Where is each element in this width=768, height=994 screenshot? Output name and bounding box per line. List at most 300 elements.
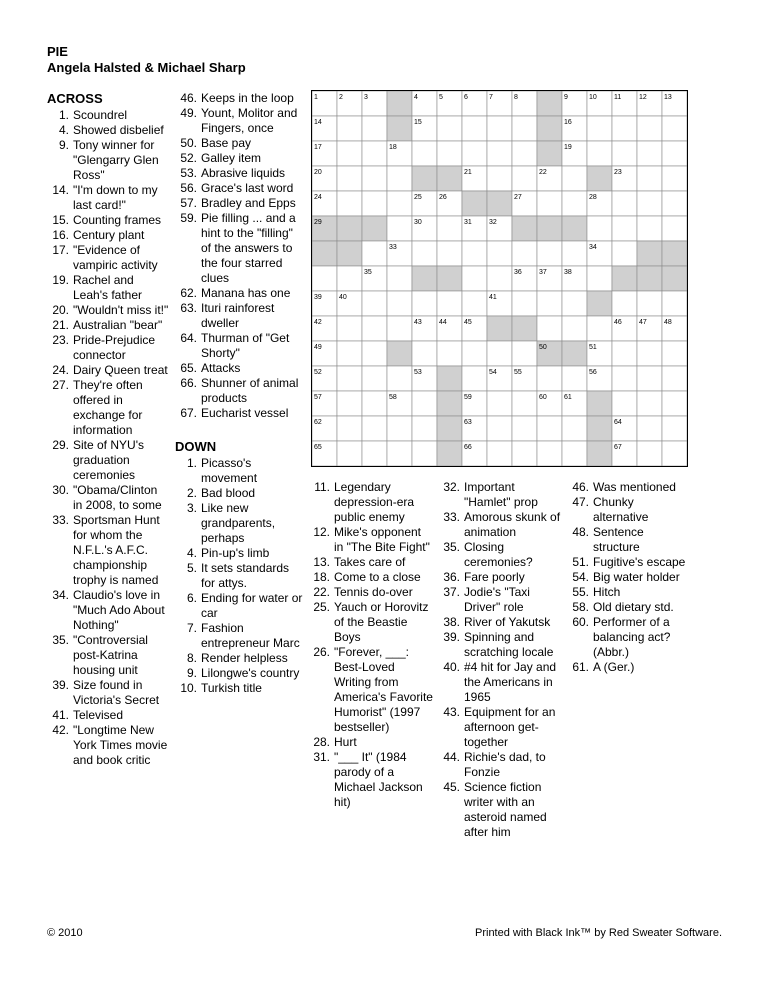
- cell-number: 43: [414, 319, 422, 326]
- grid-cell[interactable]: [362, 366, 387, 391]
- grid-block: [487, 191, 512, 216]
- clue-item: [564, 525, 692, 555]
- grid-cell[interactable]: [387, 441, 412, 466]
- grid-cell[interactable]: [362, 391, 387, 416]
- clue-text: Takes care of: [334, 555, 406, 569]
- grid-cell[interactable]: [362, 116, 387, 141]
- grid-cell[interactable]: [562, 416, 587, 441]
- grid-block: [412, 266, 437, 291]
- clue-number: 43.: [443, 705, 460, 719]
- clue-number: 51.: [572, 555, 589, 569]
- grid-cell[interactable]: [437, 116, 462, 141]
- clue-number: 18.: [313, 570, 330, 584]
- grid-cell[interactable]: [587, 141, 612, 166]
- cell-number: 14: [314, 119, 322, 126]
- grid-cell[interactable]: [387, 291, 412, 316]
- grid-cell[interactable]: [437, 141, 462, 166]
- clue-number: 41.: [52, 708, 69, 722]
- grid-cell[interactable]: [462, 241, 487, 266]
- clue-item: [175, 196, 305, 211]
- clue-text: Televised: [73, 708, 124, 722]
- grid-block: [437, 416, 462, 441]
- grid-cell[interactable]: [487, 266, 512, 291]
- grid-block: [437, 441, 462, 466]
- clue-number: 54.: [572, 570, 589, 584]
- clue-item: [47, 213, 169, 228]
- grid-cell[interactable]: [637, 416, 662, 441]
- cell-number: 45: [464, 319, 472, 326]
- clue-item: [47, 228, 169, 243]
- cell-number: 53: [414, 369, 422, 376]
- clue-text: Galley item: [201, 151, 262, 165]
- grid-cell[interactable]: [337, 441, 362, 466]
- clue-text: Base pay: [201, 136, 252, 150]
- grid-block: [387, 91, 412, 116]
- clue-text: Performer of a balancing act? (Abbr.): [593, 615, 671, 659]
- clue-text: Pie filling ... and a hint to the "filling" of the answers to the four starred clues: [201, 211, 296, 285]
- grid-cell[interactable]: [662, 216, 687, 241]
- grid-cell[interactable]: [662, 166, 687, 191]
- clue-item: [564, 660, 692, 675]
- clue-text: Closing ceremonies?: [464, 540, 533, 569]
- clue-list: [564, 480, 692, 675]
- cell-number: 60: [539, 394, 547, 401]
- clue-number: 20.: [52, 303, 69, 317]
- cell-number: 67: [614, 444, 622, 451]
- clue-number: 16.: [52, 228, 69, 242]
- grid-cell[interactable]: [637, 191, 662, 216]
- grid-cell[interactable]: [512, 116, 537, 141]
- grid-cell[interactable]: [337, 266, 362, 291]
- puzzle-title: PIE: [47, 44, 68, 59]
- clue-text: Showed disbelief: [73, 123, 164, 137]
- clue-text: Bad blood: [201, 486, 256, 500]
- clue-item: [435, 780, 563, 840]
- cell-number: 38: [564, 269, 572, 276]
- clue-item: [305, 525, 433, 555]
- cell-number: 64: [614, 419, 622, 426]
- clue-number: 55.: [572, 585, 589, 599]
- clue-text: Ending for water or car: [201, 591, 303, 620]
- clue-number: 44.: [443, 750, 460, 764]
- clue-item: [564, 480, 692, 495]
- grid-cell[interactable]: [362, 416, 387, 441]
- grid-cell[interactable]: [412, 141, 437, 166]
- clue-number: 4.: [58, 123, 69, 137]
- grid-cell[interactable]: [612, 191, 637, 216]
- grid-cell[interactable]: [337, 366, 362, 391]
- grid-cell[interactable]: [612, 341, 637, 366]
- clue-text: "Wouldn't miss it!": [73, 303, 169, 317]
- clue-text: River of Yakutsk: [464, 615, 551, 629]
- grid-cell[interactable]: [662, 391, 687, 416]
- grid-cell[interactable]: [387, 266, 412, 291]
- grid-cell[interactable]: [537, 241, 562, 266]
- cell-number: 65: [314, 444, 322, 451]
- grid-cell[interactable]: [337, 316, 362, 341]
- cell-number: 31: [464, 219, 472, 226]
- clue-text: A (Ger.): [593, 660, 635, 674]
- clue-text: Attacks: [201, 361, 241, 375]
- grid-cell[interactable]: [637, 141, 662, 166]
- clue-text: Australian "bear": [73, 318, 163, 332]
- clue-item: [175, 376, 305, 406]
- printed-with: Printed with Black Ink™ by Red Sweater Software.: [475, 927, 722, 939]
- grid-cell[interactable]: [487, 141, 512, 166]
- grid-cell[interactable]: [462, 141, 487, 166]
- grid-cell[interactable]: [512, 291, 537, 316]
- clue-number: 47.: [572, 495, 589, 509]
- clue-text: Legendary depression-era public enemy: [334, 480, 415, 524]
- grid-cell[interactable]: [387, 216, 412, 241]
- cell-number: 30: [414, 219, 422, 226]
- grid-cell[interactable]: [637, 166, 662, 191]
- grid-cell[interactable]: [387, 316, 412, 341]
- grid-cell[interactable]: [462, 291, 487, 316]
- grid-cell[interactable]: [562, 191, 587, 216]
- cell-number: 57: [314, 394, 322, 401]
- cell-number: 49: [314, 344, 322, 351]
- clue-number: 36.: [443, 570, 460, 584]
- grid-block: [562, 216, 587, 241]
- grid-cell[interactable]: [637, 216, 662, 241]
- clue-number: 59.: [180, 211, 197, 225]
- grid-cell[interactable]: [512, 166, 537, 191]
- grid-cell[interactable]: [662, 441, 687, 466]
- grid-block: [587, 166, 612, 191]
- clue-list: [175, 456, 305, 696]
- clue-number: 33.: [443, 510, 460, 524]
- clue-text: Grace's last word: [201, 181, 294, 195]
- grid-cell[interactable]: [562, 366, 587, 391]
- grid-cell[interactable]: [362, 191, 387, 216]
- grid-cell[interactable]: [512, 141, 537, 166]
- cell-number: 51: [589, 344, 597, 351]
- clue-text: Big water holder: [593, 570, 680, 584]
- clue-list: [305, 480, 433, 810]
- grid-block: [337, 241, 362, 266]
- clue-item: [435, 480, 563, 510]
- clue-number: 40.: [443, 660, 460, 674]
- grid-cell[interactable]: [537, 191, 562, 216]
- grid-cell[interactable]: [662, 341, 687, 366]
- grid-cell[interactable]: [337, 116, 362, 141]
- grid-cell[interactable]: [612, 391, 637, 416]
- grid-cell[interactable]: [487, 416, 512, 441]
- clue-item: [175, 456, 305, 486]
- grid-block: [312, 241, 337, 266]
- grid-cell[interactable]: [437, 291, 462, 316]
- clue-number: 50.: [180, 136, 197, 150]
- grid-cell[interactable]: [637, 341, 662, 366]
- grid-cell[interactable]: [412, 391, 437, 416]
- grid-cell[interactable]: [612, 241, 637, 266]
- clue-item: [305, 555, 433, 570]
- grid-cell[interactable]: [462, 366, 487, 391]
- cell-number: 1: [314, 94, 318, 101]
- grid-cell[interactable]: [612, 116, 637, 141]
- clue-text: Manana has one: [201, 286, 291, 300]
- grid-cell[interactable]: [337, 416, 362, 441]
- grid-cell[interactable]: [537, 366, 562, 391]
- grid-cell[interactable]: [337, 391, 362, 416]
- grid-cell[interactable]: [437, 241, 462, 266]
- clue-text: Science fiction writer with an asteroid named after him: [464, 780, 547, 839]
- clue-text: "Evidence of vampiric activity: [73, 243, 158, 272]
- grid-cell[interactable]: [587, 316, 612, 341]
- grid-cell[interactable]: [562, 241, 587, 266]
- grid-cell[interactable]: [662, 191, 687, 216]
- clue-item: [305, 570, 433, 585]
- grid-cell[interactable]: [412, 416, 437, 441]
- clue-item: [47, 183, 169, 213]
- clue-text: Hurt: [334, 735, 357, 749]
- clue-number: 7.: [186, 621, 197, 635]
- copyright: © 2010: [47, 927, 83, 939]
- grid-cell[interactable]: [512, 441, 537, 466]
- clue-item: [175, 681, 305, 696]
- grid-cell[interactable]: [637, 441, 662, 466]
- clue-number: 46.: [572, 480, 589, 494]
- clue-number: 67.: [180, 406, 197, 420]
- grid-cell[interactable]: [612, 141, 637, 166]
- grid-cell[interactable]: [637, 116, 662, 141]
- clue-text: Tennis do-over: [334, 585, 413, 599]
- puzzle-header: [47, 44, 246, 76]
- grid-cell[interactable]: [412, 441, 437, 466]
- clue-number: 48.: [572, 525, 589, 539]
- cell-number: 11: [614, 94, 622, 101]
- clue-text: Spinning and scratching locale: [464, 630, 554, 659]
- grid-cell[interactable]: [537, 441, 562, 466]
- grid-cell[interactable]: [487, 166, 512, 191]
- grid-cell[interactable]: [362, 291, 387, 316]
- clue-number: 52.: [180, 151, 197, 165]
- grid-cell[interactable]: [537, 316, 562, 341]
- cell-number: 5: [439, 94, 443, 101]
- cell-number: 41: [489, 294, 497, 301]
- clue-number: 6.: [186, 591, 197, 605]
- clue-text: Fare poorly: [464, 570, 525, 584]
- clue-list: [47, 108, 169, 768]
- grid-cell[interactable]: [662, 141, 687, 166]
- cell-number: 54: [489, 369, 497, 376]
- grid-block: [462, 191, 487, 216]
- clue-item: [435, 585, 563, 615]
- grid-cell[interactable]: [662, 366, 687, 391]
- grid-cell[interactable]: [562, 291, 587, 316]
- cell-number: 34: [589, 244, 597, 251]
- grid-cell[interactable]: [612, 216, 637, 241]
- clue-item: [47, 513, 169, 588]
- cell-number: 18: [389, 144, 397, 151]
- clue-item: [305, 645, 433, 735]
- grid-cell[interactable]: [437, 216, 462, 241]
- clue-text: Sportsman Hunt for whom the N.F.L.'s A.F.C. championship trophy is named: [73, 513, 160, 587]
- grid-cell[interactable]: [487, 341, 512, 366]
- grid-cell[interactable]: [412, 291, 437, 316]
- grid-cell[interactable]: [612, 291, 637, 316]
- clue-number: 13.: [313, 555, 330, 569]
- cell-number: 61: [564, 394, 572, 401]
- grid-cell[interactable]: [337, 166, 362, 191]
- clue-item: [435, 630, 563, 660]
- grid-cell[interactable]: [487, 391, 512, 416]
- clue-text: Keeps in the loop: [201, 91, 294, 105]
- grid-cell[interactable]: [637, 391, 662, 416]
- clue-number: 19.: [52, 273, 69, 287]
- clue-list: [175, 91, 305, 421]
- clue-text: Sentence structure: [593, 525, 644, 554]
- clue-item: [175, 301, 305, 331]
- grid-cell[interactable]: [637, 366, 662, 391]
- grid-cell[interactable]: [512, 391, 537, 416]
- clue-number: 17.: [52, 243, 69, 257]
- clue-item: [47, 378, 169, 438]
- grid-block: [412, 166, 437, 191]
- cell-number: 32: [489, 219, 497, 226]
- clue-number: 33.: [52, 513, 69, 527]
- grid-cell[interactable]: [487, 241, 512, 266]
- cell-number: 12: [639, 94, 647, 101]
- clue-item: [47, 108, 169, 123]
- clue-item: [564, 585, 692, 600]
- clue-text: Pride-Prejudice connector: [73, 333, 156, 362]
- grid-cell[interactable]: [387, 166, 412, 191]
- grid-cell[interactable]: [562, 166, 587, 191]
- clue-number: 22.: [313, 585, 330, 599]
- clue-text: Old dietary std.: [593, 600, 674, 614]
- grid-cell[interactable]: [562, 441, 587, 466]
- clue-text: Thurman of "Get Shorty": [201, 331, 290, 360]
- grid-cell[interactable]: [662, 116, 687, 141]
- clue-item: [305, 735, 433, 750]
- grid-cell[interactable]: [412, 341, 437, 366]
- grid-cell[interactable]: [362, 241, 387, 266]
- clue-item: [47, 483, 169, 513]
- clue-number: 58.: [572, 600, 589, 614]
- grid-cell[interactable]: [512, 416, 537, 441]
- grid-block: [662, 266, 687, 291]
- clue-number: 9.: [58, 138, 69, 152]
- cell-number: 2: [339, 94, 343, 101]
- grid-block: [512, 316, 537, 341]
- grid-cell[interactable]: [587, 116, 612, 141]
- grid-cell[interactable]: [387, 191, 412, 216]
- grid-cell[interactable]: [437, 341, 462, 366]
- grid-block: [587, 391, 612, 416]
- clue-text: Fashion entrepreneur Marc: [201, 621, 300, 650]
- grid-cell[interactable]: [312, 266, 337, 291]
- clue-number: 10.: [180, 681, 197, 695]
- cell-number: 15: [414, 119, 422, 126]
- grid-cell[interactable]: [387, 416, 412, 441]
- cell-number: 35: [364, 269, 372, 276]
- clue-number: 1.: [58, 108, 69, 122]
- grid-cell[interactable]: [487, 116, 512, 141]
- cell-number: 17: [314, 144, 322, 151]
- grid-cell[interactable]: [637, 291, 662, 316]
- grid-cell[interactable]: [462, 116, 487, 141]
- grid-cell[interactable]: [662, 291, 687, 316]
- clue-item: [47, 333, 169, 363]
- clue-text: Was mentioned: [593, 480, 676, 494]
- clue-text: Lilongwe's country: [201, 666, 300, 680]
- clue-item: [47, 678, 169, 708]
- grid-cell[interactable]: [362, 441, 387, 466]
- clue-item: [305, 750, 433, 810]
- grid-cell[interactable]: [387, 366, 412, 391]
- clue-number: 24.: [52, 363, 69, 377]
- clue-number: 42.: [52, 723, 69, 737]
- grid-cell[interactable]: [562, 316, 587, 341]
- grid-cell[interactable]: [612, 366, 637, 391]
- cell-number: 58: [389, 394, 397, 401]
- grid-cell[interactable]: [662, 416, 687, 441]
- clue-number: 49.: [180, 106, 197, 120]
- grid-cell[interactable]: [412, 241, 437, 266]
- clue-number: 65.: [180, 361, 197, 375]
- grid-cell[interactable]: [462, 266, 487, 291]
- grid-cell[interactable]: [512, 241, 537, 266]
- grid-cell[interactable]: [337, 341, 362, 366]
- clue-number: 63.: [180, 301, 197, 315]
- clue-number: 26.: [313, 645, 330, 659]
- grid-cell[interactable]: [362, 341, 387, 366]
- grid-block: [637, 241, 662, 266]
- grid-cell[interactable]: [487, 441, 512, 466]
- grid-cell[interactable]: [537, 291, 562, 316]
- grid-block: [387, 116, 412, 141]
- clue-item: [564, 600, 692, 615]
- grid-block: [512, 216, 537, 241]
- clue-item: [175, 106, 305, 136]
- clue-item: [175, 286, 305, 301]
- grid-cell[interactable]: [362, 141, 387, 166]
- clue-item: [175, 406, 305, 421]
- down-heading: DOWN: [175, 439, 217, 454]
- clue-item: [435, 750, 563, 780]
- clue-number: 14.: [52, 183, 69, 197]
- grid-cell[interactable]: [337, 141, 362, 166]
- clue-number: 2.: [186, 486, 197, 500]
- grid-cell[interactable]: [362, 316, 387, 341]
- clue-item: [175, 546, 305, 561]
- cell-number: 47: [639, 319, 647, 326]
- cell-number: 50: [539, 344, 547, 351]
- grid-cell[interactable]: [587, 266, 612, 291]
- cell-number: 27: [514, 194, 522, 201]
- grid-cell[interactable]: [462, 341, 487, 366]
- clue-item: [47, 708, 169, 723]
- grid-block: [662, 241, 687, 266]
- grid-cell[interactable]: [537, 416, 562, 441]
- grid-block: [337, 216, 362, 241]
- across-clues-column-2: [175, 91, 305, 696]
- grid-block: [537, 91, 562, 116]
- grid-block: [587, 291, 612, 316]
- clue-text: Scoundrel: [73, 108, 128, 122]
- clue-text: Come to a close: [334, 570, 421, 584]
- grid-cell[interactable]: [587, 216, 612, 241]
- grid-cell[interactable]: [512, 341, 537, 366]
- clue-item: [47, 123, 169, 138]
- clue-number: 38.: [443, 615, 460, 629]
- grid-block: [537, 116, 562, 141]
- grid-cell[interactable]: [337, 191, 362, 216]
- clue-text: Pin-up's limb: [201, 546, 270, 560]
- grid-cell[interactable]: [362, 166, 387, 191]
